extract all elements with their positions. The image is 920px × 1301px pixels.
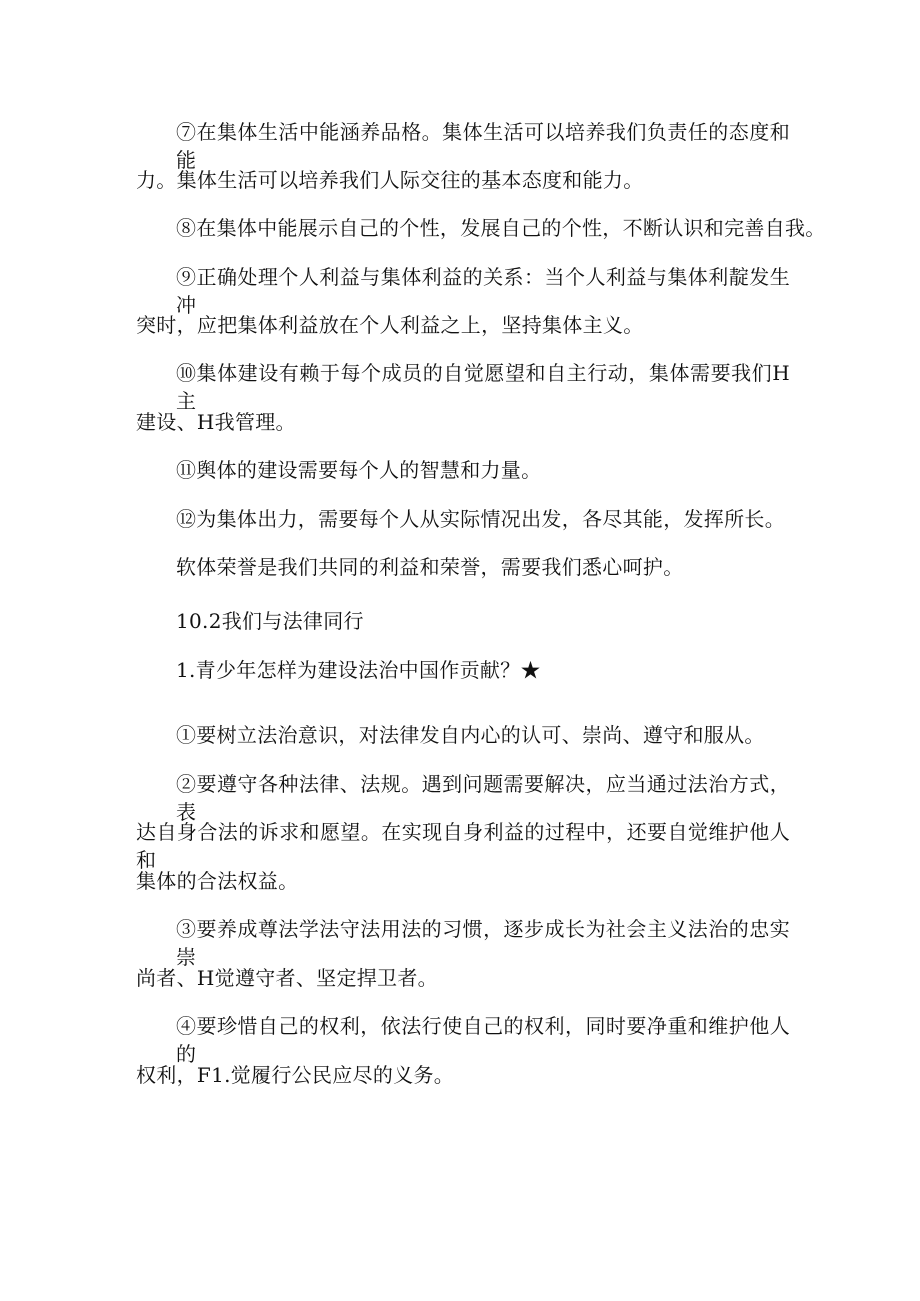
section-title: 10.2我们与法律同行 bbox=[176, 609, 364, 633]
paragraph-11: ⑪舆体的建设需要每个人的智慧和力量。 bbox=[176, 458, 542, 482]
paragraph-9-line-1: ⑨正确处理个人利益与集体利益的关系：当个人利益与集体利靛发生冲 bbox=[176, 265, 790, 317]
paragraph-13: 软体荣誉是我们共同的利益和荣誉，需要我们悉心呵护。 bbox=[176, 555, 684, 579]
paragraph-7-line-1: ⑦在集体生活中能涵养品格。集体生活可以培养我们负责任的态度和能 bbox=[176, 120, 790, 172]
paragraph-8: ⑧在集体中能展示自己的个性，发展自己的个性，不断认识和完善自我。 bbox=[176, 216, 826, 240]
paragraph-12: ⑫为集体出力，需要每个人从实际情况出发，各尽其能，发挥所长。 bbox=[176, 507, 785, 531]
paragraph-10-line-1: ⑩集体建设有赖于每个成员的自觉愿望和自主行动，集体需要我们H主 bbox=[176, 361, 790, 413]
answer-2-line-1: ②要遵守各种法律、法规。遇到问题需要解决，应当通过法治方式，表 bbox=[176, 772, 790, 824]
answer-2-line-2: 达自身合法的诉求和愿望。在实现自身利益的过程中，还要自觉维护他人和 bbox=[136, 820, 790, 872]
answer-2-line-3: 集体的合法权益。 bbox=[136, 869, 299, 893]
paragraph-10-line-2: 建设、H我管理。 bbox=[136, 410, 296, 434]
answer-3-line-1: ③要养成尊法学法守法用法的习惯，逐步成长为社会主义法治的忠实崇 bbox=[176, 917, 790, 969]
answer-3-line-2: 尚者、H觉遵守者、坚定捍卫者。 bbox=[136, 966, 438, 990]
paragraph-7-line-2: 力。集体生活可以培养我们人际交往的基本态度和能力。 bbox=[136, 168, 644, 192]
answer-4-line-2: 权利，F1.觉履行公民应尽的义务。 bbox=[136, 1063, 455, 1087]
paragraph-9-line-2: 突时，应把集体利益放在个人利益之上，坚持集体主义。 bbox=[136, 313, 644, 337]
question-heading: 1.青少年怎样为建设法治中国作贡献？★ bbox=[176, 658, 541, 682]
answer-1: ①要树立法治意识，对法律发自内心的认可、崇尚、遵守和服从。 bbox=[176, 723, 765, 747]
answer-4-line-1: ④要珍惜自己的权利，依法行使自己的权利，同时要净重和维护他人的 bbox=[176, 1014, 790, 1066]
